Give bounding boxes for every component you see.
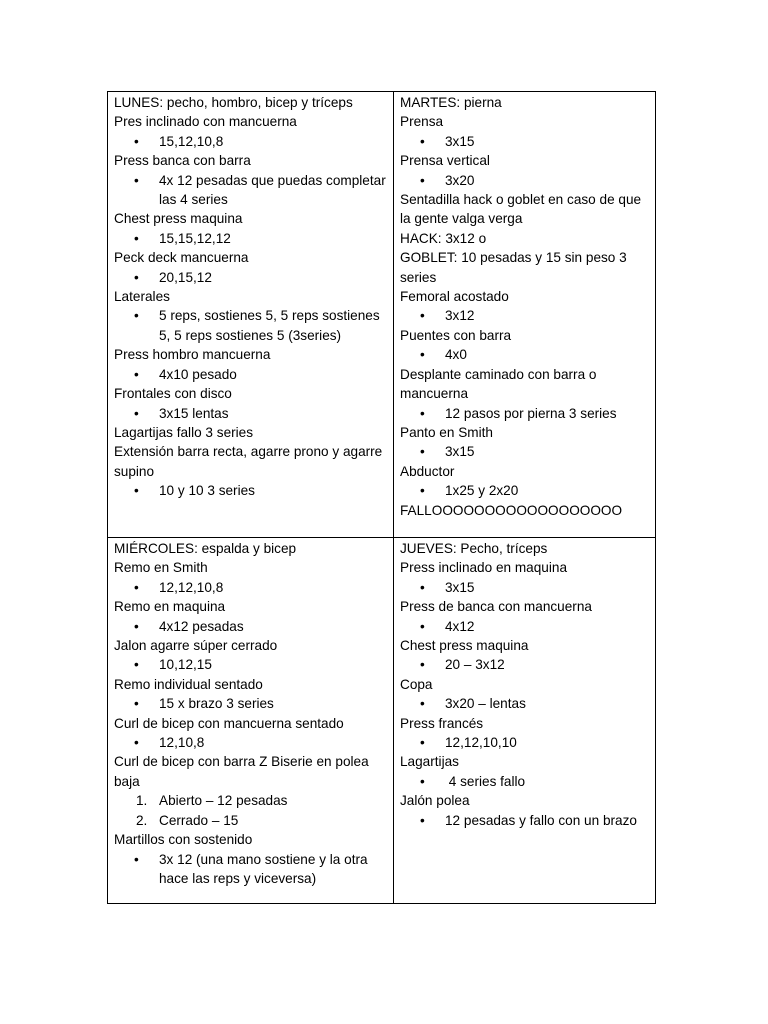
exercise-detail: • 20,15,12 — [114, 268, 387, 287]
numbered-item-text: Cerrado – 15 — [159, 812, 239, 828]
exercise-name: Frontales con disco — [114, 386, 232, 402]
exercise-name: Prensa vertical — [400, 153, 490, 169]
exercise-detail: • 3x12 — [400, 306, 649, 325]
numbered-item-text: Abierto – 12 pesadas — [159, 793, 288, 809]
exercise-detail: • 12,10,8 — [114, 733, 387, 752]
exercise-detail: • 12 pesadas y fallo con un brazo — [400, 811, 649, 830]
exercise-detail: • 4x12 pesadas — [114, 617, 387, 636]
exercise-detail: • 10,12,15 — [114, 655, 387, 674]
exercise-name: Remo individual sentado — [114, 676, 263, 692]
numbered-item — [114, 811, 387, 830]
day-title-jueves: JUEVES: Pecho, tríceps — [400, 541, 548, 556]
item-number: 2. — [136, 812, 148, 828]
exercise-name: Curl de bicep con mancuerna sentado — [114, 715, 344, 731]
exercise-detail: • 4x10 pesado — [114, 365, 387, 384]
exercise-detail: • 3x15 — [400, 442, 649, 461]
exercise-detail: • 4 series fallo — [400, 772, 649, 791]
exercise-detail: • 3x15 lentas — [114, 404, 387, 423]
exercise-name: Sentadilla hack o goblet en caso de que la gente valga verga — [400, 192, 642, 227]
exercise-name: Press francés — [400, 715, 484, 731]
exercise-detail: • 15 x brazo 3 series — [114, 694, 387, 713]
cell-jueves — [394, 538, 656, 904]
exercise-name: Press inclinado en maquina — [400, 560, 568, 576]
exercise-name: Peck deck mancuerna — [114, 250, 249, 266]
exercise-name: Jalon agarre súper cerrado — [114, 638, 278, 654]
exercise-detail: • 3x20 — [400, 171, 649, 190]
exercise-detail: • 3x 12 (una mano sostiene y la otra hace las reps y viceversa) — [114, 850, 387, 889]
exercise-name: Remo en Smith — [114, 560, 208, 576]
exercise-name: Abductor — [400, 463, 455, 479]
exercise-name: Press hombro mancuerna — [114, 347, 271, 363]
exercise-name: Remo en maquina — [114, 599, 226, 615]
item-number: 1. — [136, 793, 148, 809]
exercise-detail: • 15,15,12,12 — [114, 229, 387, 248]
exercise-name: Extensión barra recta, agarre prono y agarre supino — [114, 444, 383, 479]
day-title-martes: MARTES: pierna — [400, 95, 502, 110]
cell-miercoles — [108, 538, 394, 904]
exercise-name: Chest press maquina — [114, 211, 243, 227]
exercise-name: Panto en Smith — [400, 424, 493, 440]
day-title-miercoles: MIÉRCOLES: espalda y bicep — [114, 541, 297, 556]
exercise-name: Pres inclinado con mancuerna — [114, 114, 297, 130]
day-title-lunes: LUNES: pecho, hombro, bicep y tríceps — [114, 95, 353, 110]
exercise-name: Lagartijas fallo 3 series — [114, 424, 254, 440]
exercise-name: Lagartijas — [400, 754, 459, 770]
exercise-detail: • 12 pasos por pierna 3 series — [400, 404, 649, 423]
exercise-detail: • 12,12,10,8 — [114, 578, 387, 597]
exercise-name: GOBLET: 10 pesadas y 15 sin peso 3 series — [400, 250, 627, 285]
exercise-detail: • 3x15 — [400, 578, 649, 597]
exercise-detail: • 10 y 10 3 series — [114, 481, 387, 500]
exercise-name: Femoral acostado — [400, 289, 509, 305]
exercise-detail: • 20 – 3x12 — [400, 655, 649, 674]
exercise-name: HACK: 3x12 o — [400, 230, 487, 246]
exercise-name: FALLOOOOOOOOOOOOOOOOOO — [400, 502, 623, 518]
exercise-name: Jalón polea — [400, 793, 470, 809]
exercise-name: Press banca con barra — [114, 153, 251, 169]
exercise-name: Chest press maquina — [400, 638, 529, 654]
cell-lunes — [108, 92, 394, 538]
exercise-detail: • 3x20 – lentas — [400, 694, 649, 713]
exercise-name: Copa — [400, 676, 433, 692]
exercise-name: Curl de bicep con barra Z Biserie en polea baja — [114, 754, 369, 789]
exercise-detail: • 4x12 — [400, 617, 649, 636]
workout-table — [107, 91, 656, 904]
exercise-detail: • 15,12,10,8 — [114, 132, 387, 151]
numbered-item — [114, 791, 387, 810]
exercise-detail: • 4x0 — [400, 345, 649, 364]
exercise-detail: • 1x25 y 2x20 — [400, 481, 649, 500]
cell-martes — [394, 92, 656, 538]
exercise-detail: • 4x 12 pesadas que puedas completar las 4 series — [114, 171, 387, 210]
exercise-detail: • 5 reps, sostienes 5, 5 reps sostienes 5, 5 reps sostienes 5 (3series) — [114, 306, 387, 345]
exercise-name: Laterales — [114, 289, 170, 305]
exercise-name: Martillos con sostenido — [114, 832, 253, 848]
exercise-name: Press de banca con mancuerna — [400, 599, 592, 615]
exercise-name: Prensa — [400, 114, 444, 130]
exercise-name: Desplante caminado con barra o mancuerna — [400, 366, 597, 402]
exercise-name: Puentes con barra — [400, 327, 512, 343]
exercise-detail: • 12,12,10,10 — [400, 733, 649, 752]
exercise-detail: • 3x15 — [400, 132, 649, 151]
